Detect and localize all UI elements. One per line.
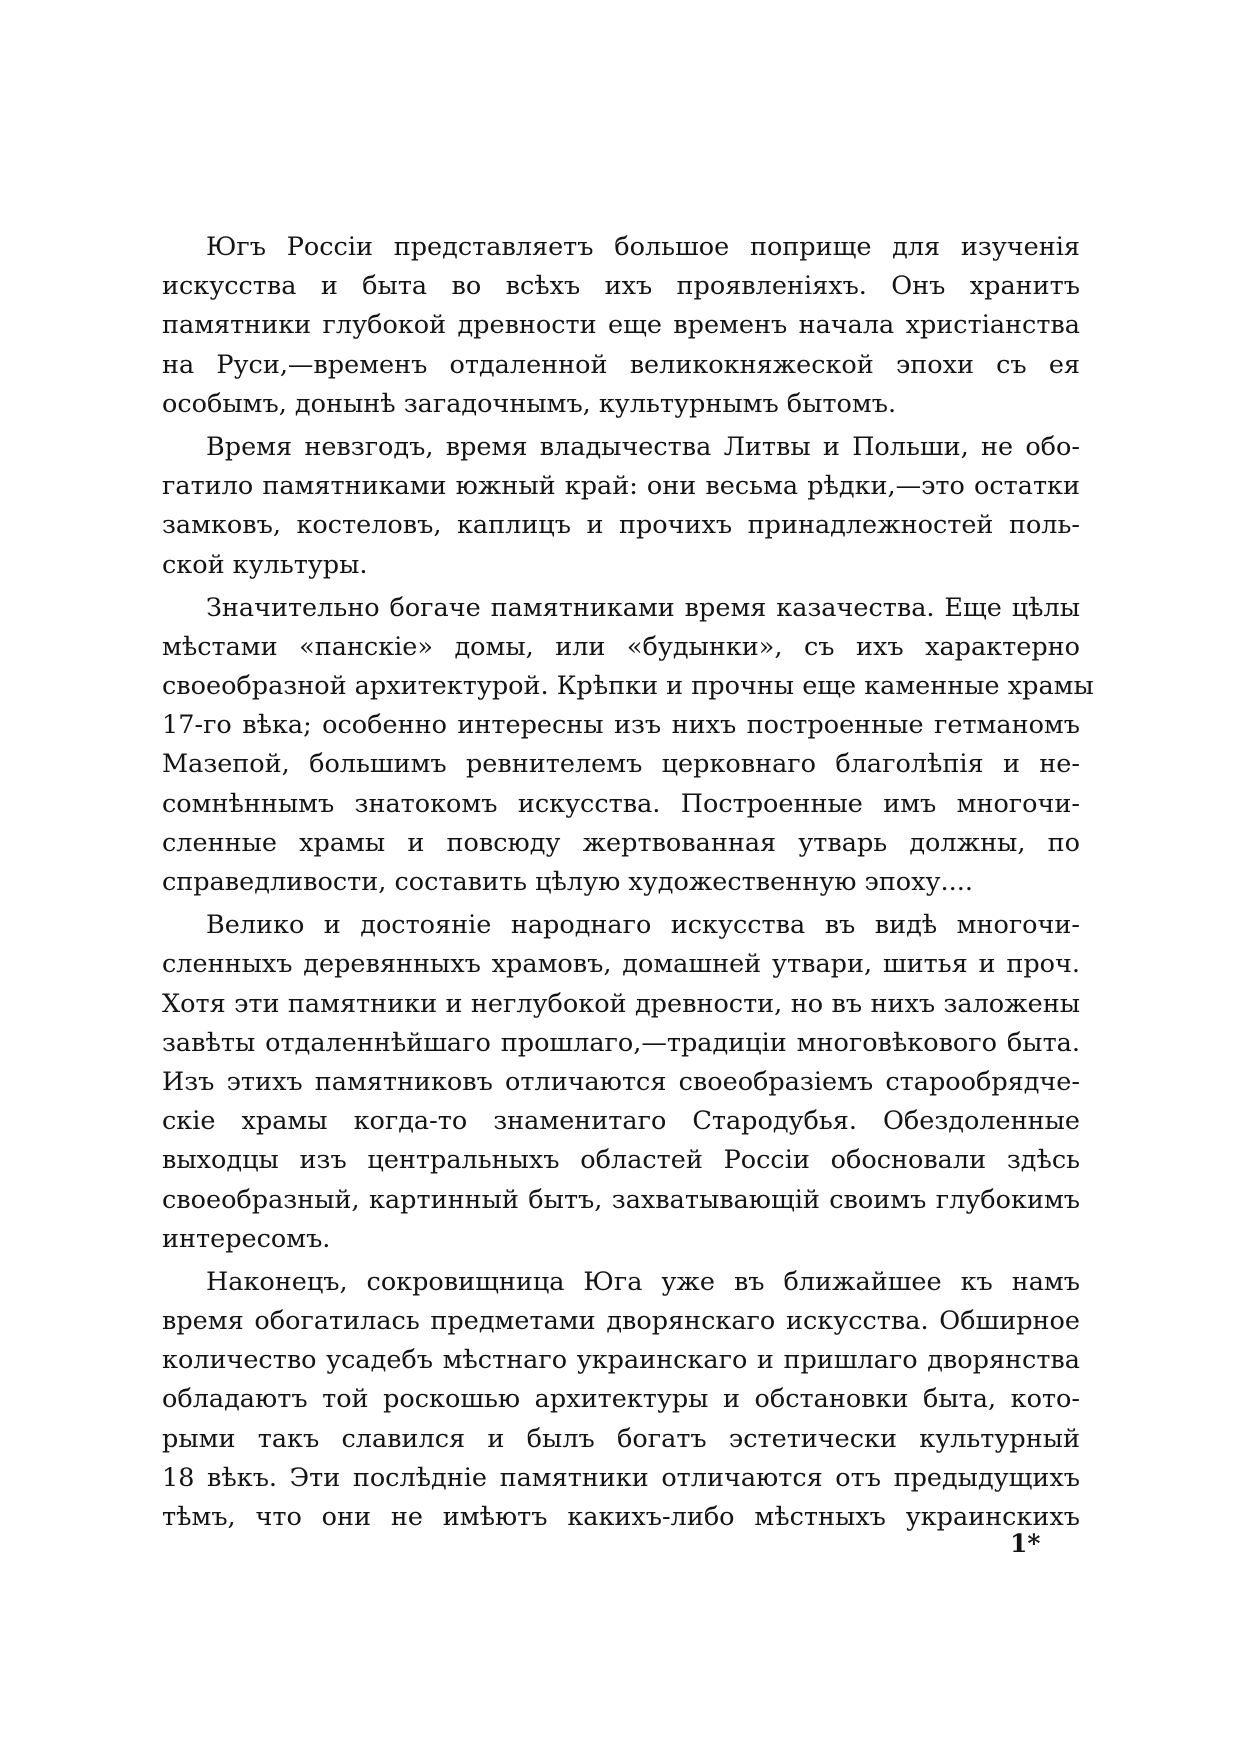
paragraph-4 [162,906,1080,1259]
text-line: сомнѣннымъ знатокомъ искусства. Построенные имъ многочи- [162,788,1080,819]
text-line: на Руси,—временъ отдаленной великокняжеской эпохи съ ея [162,349,1080,380]
text-line: обладаютъ той роскошью архитектуры и обстановки быта, кото- [162,1384,1080,1415]
text-line: скіе храмы когда-то знаменитаго Стародубья. Обездоленные [162,1106,1080,1137]
text-line: Мазепой, большимъ ревнителемъ церковнаго благолѣпія и не- [162,749,1080,780]
text-line: мѣстами «панскіе» домы, или «будынки», съ ихъ характерно [162,631,1080,662]
text-line: сленныхъ деревянныхъ храмовъ, домашней утвари, шитья и проч. [162,949,1080,980]
text-line: Значительно богаче памятниками время казачества. Еще цѣлы [206,592,1080,623]
text-line: Хотя эти памятники и неглубокой древности, но въ нихъ заложены [162,988,1080,1019]
text-line: 17-го вѣка; особенно интересны изъ нихъ построенные гетманомъ [162,710,1080,741]
text-line: гатило памятниками южный край: они весьма рѣдки,—это остатки [162,471,1080,502]
text-line: завѣты отдаленнѣйшаго прошлаго,—традиціи многовѣкового быта. [162,1027,1080,1058]
text-line: 18 вѣкъ. Эти послѣдніе памятники отличаются отъ предыдущихъ [162,1462,1080,1493]
text-line: своеобразный, картинный бытъ, захватывающій своимъ глубокимъ [162,1184,1080,1215]
text-line: время обогатилась предметами дворянскаго искусства. Обширное [162,1306,1080,1337]
text-line: выходцы изъ центральныхъ областей Россіи обосновали здѣсь [162,1145,1080,1176]
text-line: сленные храмы и повсюду жертвованная утварь должны, по [162,827,1080,858]
text-line: интересомъ. [162,1223,331,1254]
text-line: ской культуры. [162,549,368,580]
text-line: справедливости, составить цѣлую художественную эпоху.... [162,867,973,897]
text-line: Изъ этихъ памятниковъ отличаются своеобразіемъ старообрядче- [162,1066,1080,1097]
text-line: количество усадебъ мѣстнаго украинскаго и пришлаго дворянства [162,1345,1080,1376]
text-line: памятники глубокой древности еще временъ начала христіанства [162,310,1080,341]
text-line: Время невзгодъ, время владычества Литвы и Польши, не обо- [206,431,1080,462]
page-number: 1* [1010,1529,1041,1558]
text-line: Югъ Россіи представляетъ большое поприще для изученія [206,232,1080,262]
text-line: рыми такъ славился и былъ богатъ эстетически культурный [162,1423,1080,1454]
paragraph-3 [162,589,1094,903]
text-line: своеобразной архитектурой. Крѣпки и прочны еще каменные храмы [162,671,1094,702]
text-line: замковъ, костеловъ, каплицъ и прочихъ принадлежностей поль- [162,510,1080,541]
text-line: тѣмъ, что они не имѣютъ какихъ-либо мѣстныхъ украинскихъ [162,1502,1080,1532]
text-line: особымъ, донынѣ загадочнымъ, культурнымъ бытомъ. [162,388,897,419]
body-text [162,228,1094,1537]
text-line: Наконецъ, сокровищница Юга уже въ ближайшее къ намъ [206,1266,1080,1297]
paragraph-2 [162,428,1080,585]
paragraph-1 [162,228,1080,424]
text-line: искусства и быта во всѣхъ ихъ проявленіяхъ. Онъ хранитъ [162,271,1080,302]
paragraph-5 [162,1263,1080,1537]
text-line: Велико и достояніе народнаго искусства въ видѣ многочи- [206,910,1080,941]
